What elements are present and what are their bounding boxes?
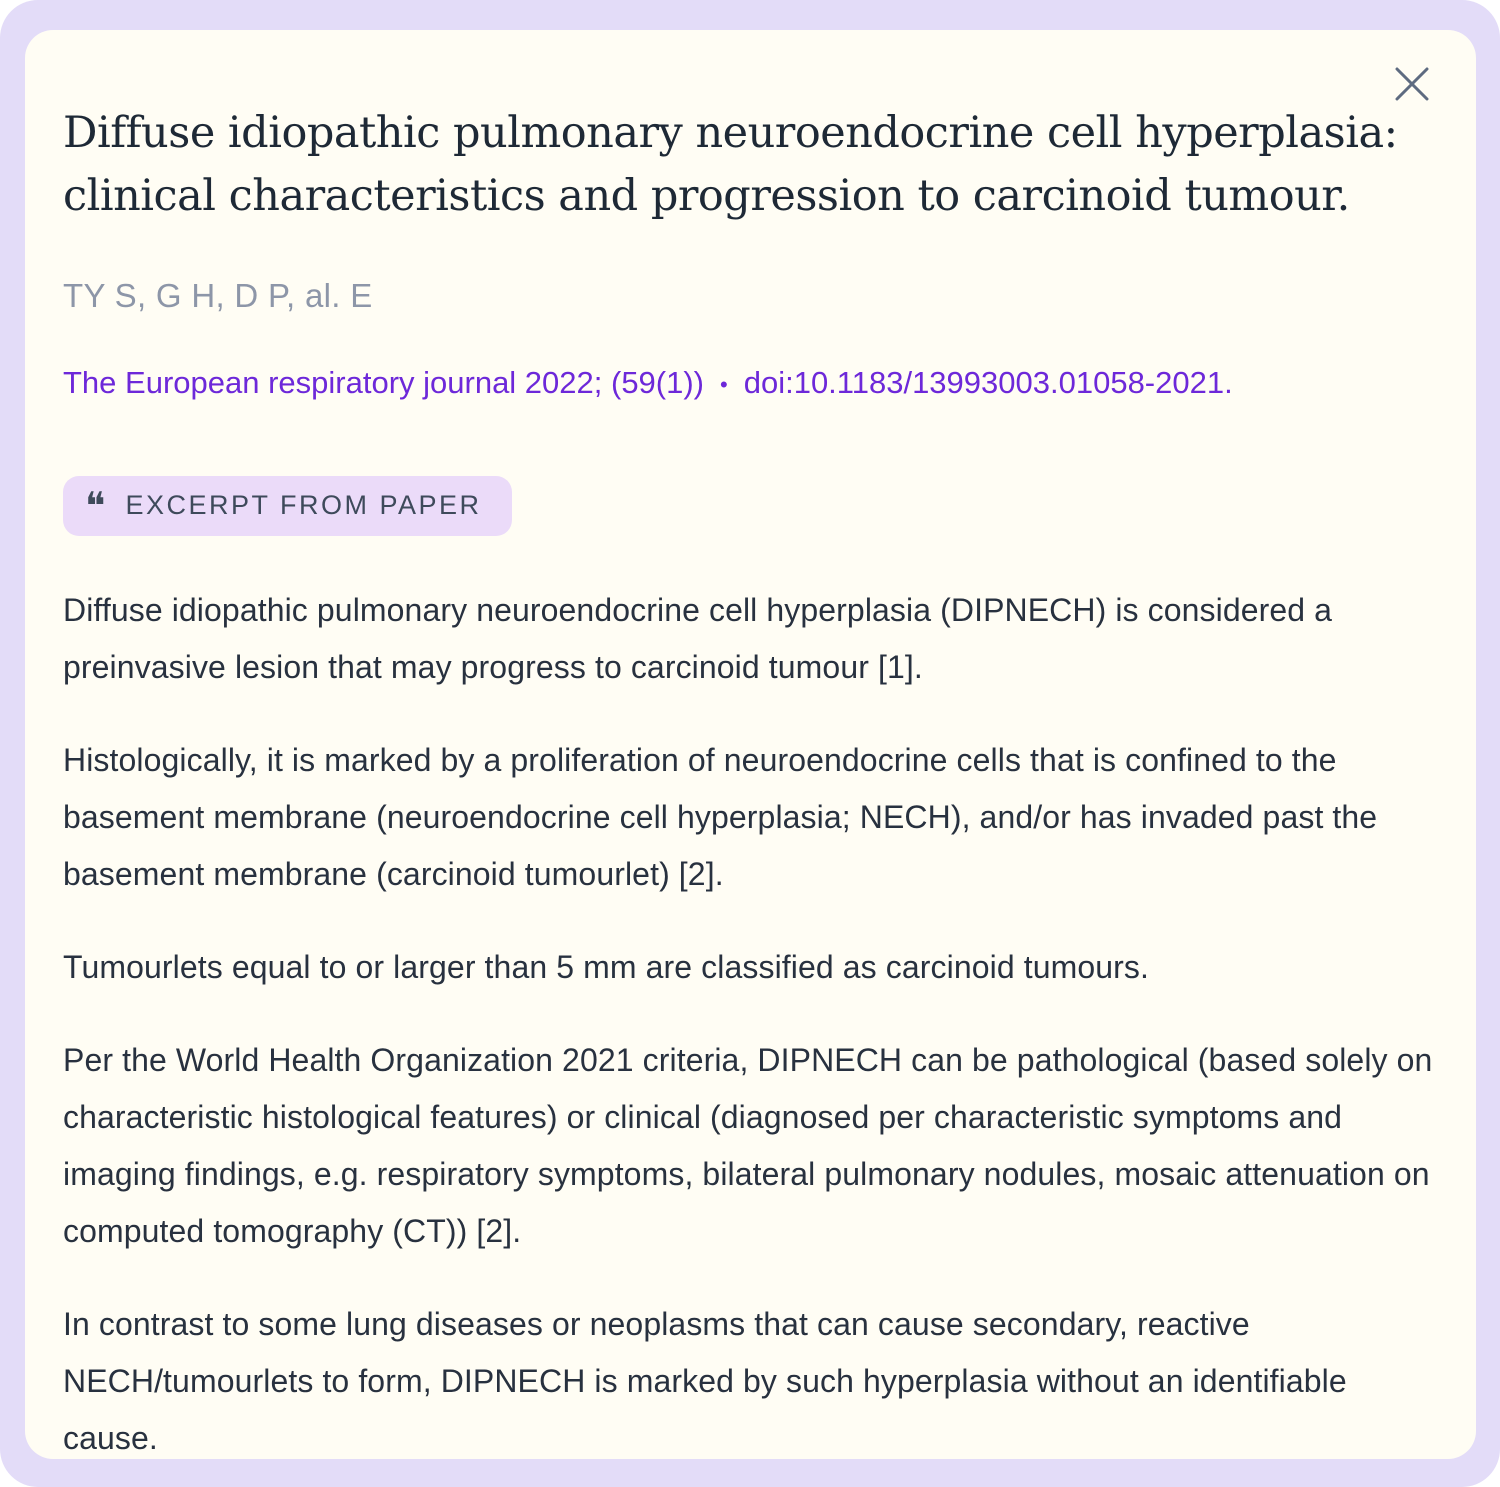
excerpt-paragraph: In contrast to some lung diseases or neoplasms that can cause secondary, reactive NECH/tumourlets to form, DIPNECH is marked by such hyperplasia without an identifiable cause. (63, 1306, 1347, 1456)
journal-line (63, 364, 1446, 402)
excerpt-paragraphs (63, 582, 1446, 1467)
excerpt-paragraph: Per the World Health Organization 2021 criteria, DIPNECH can be pathological (based solely on characteristic histological features) or clinical (diagnosed per characteristic symptoms and imaging findings, e.g. respiratory symptoms, bilateral pulmonary nodules, mosaic attenuation on computed tomography (CT)) [2]. (63, 1042, 1433, 1249)
close-icon (1392, 64, 1432, 104)
quote-icon: ❝ (85, 484, 106, 528)
excerpt-badge-label: EXCERPT FROM PAPER (125, 489, 482, 520)
doi-link[interactable]: doi:10.1183/13993003.01058-2021. (743, 365, 1233, 400)
excerpt-paragraph: Histologically, it is marked by a proliferation of neuroendocrine cells that is confined to the basement membrane (neuroendocrine cell hyperplasia; NECH), and/or has invaded past the basement membrane (carcinoid tumourlet) [2]. (63, 742, 1378, 892)
paper-authors: TY S, G H, D P, al. E (63, 277, 373, 314)
separator-dot: • (720, 372, 728, 397)
excerpt-paragraph: Tumourlets equal to or larger than 5 mm are classified as carcinoid tumours. (63, 949, 1149, 985)
paper-citation-card (25, 30, 1476, 1459)
journal-citation-link[interactable]: The European respiratory journal 2022; (59(1)) (63, 365, 705, 400)
excerpt-paragraph: Diffuse idiopathic pulmonary neuroendocrine cell hyperplasia (DIPNECH) is considered a preinvasive lesion that may progress to carcinoid tumour [1]. (63, 592, 1333, 685)
close-button[interactable] (1388, 60, 1436, 108)
paper-title: Diffuse idiopathic pulmonary neuroendocrine cell hyperplasia: clinical characteristics and progression to carcinoid tumour. (63, 108, 1398, 221)
excerpt-badge (63, 476, 512, 536)
